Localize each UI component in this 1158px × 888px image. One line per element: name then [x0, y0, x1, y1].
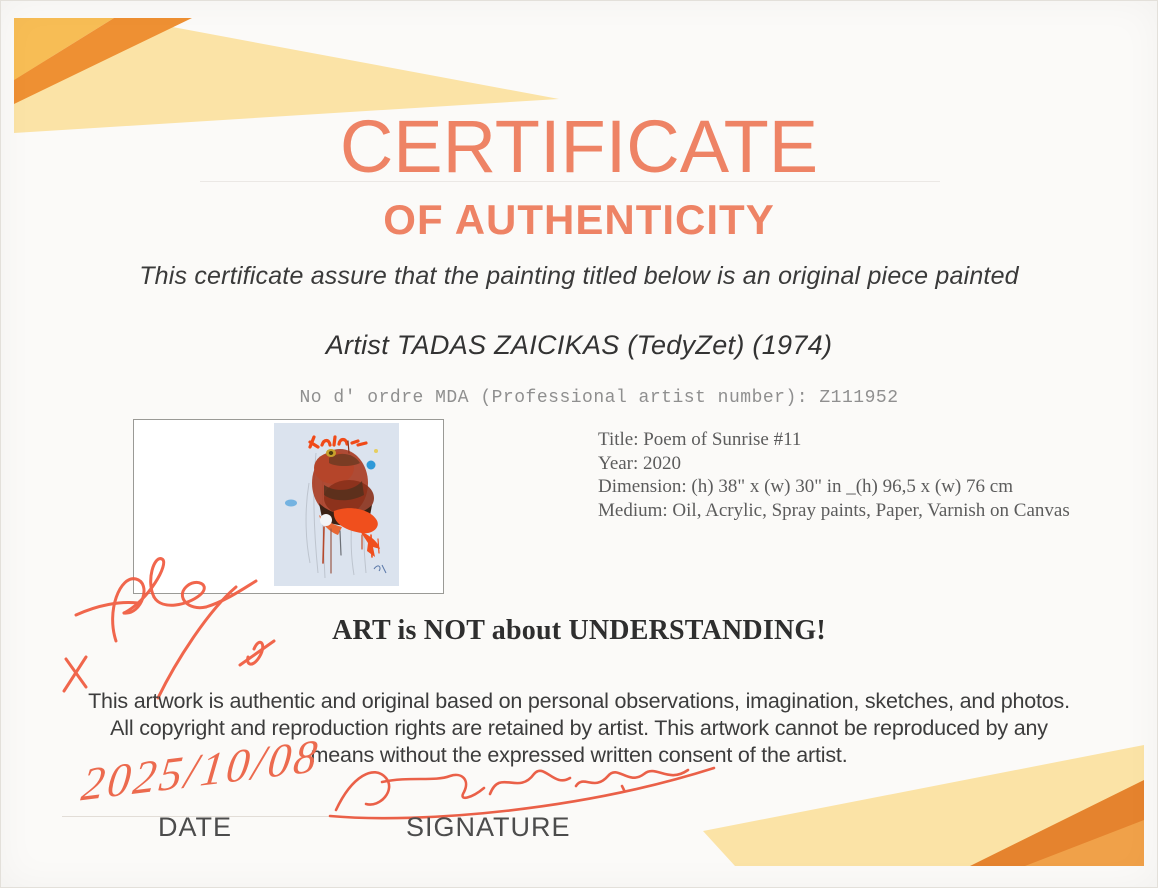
- statement-text: This certificate assure that the painting titled below is an original piece painted: [139, 262, 1019, 290]
- artwork-title: Title: Poem of Sunrise #11: [598, 429, 802, 450]
- certificate-title: CERTIFICATE: [339, 105, 819, 188]
- legal-text: This artwork is authentic and original based on personal observations, imagination, sketches, and photos. All copyright and reproduction rights are retained by artist. This artwork cannot be reproduced by any means without the expressed written consent of the artist.: [88, 689, 1070, 767]
- artwork-dimension: Dimension: (h) 38" x (w) 30" in _(h) 96,5 x (w) 76 cm: [598, 476, 1013, 497]
- slogan-text: ART is NOT about UNDERSTANDING!: [332, 615, 826, 646]
- artist-name-line: Artist TADAS ZAICIKAS (TedyZet) (1974): [325, 330, 833, 360]
- date-label: DATE: [158, 812, 233, 842]
- signature-label: SIGNATURE: [406, 812, 571, 842]
- artwork-details: [598, 428, 1070, 522]
- artwork-year: Year: 2020: [598, 452, 682, 474]
- artwork-medium: Medium: Oil, Acrylic, Spray paints, Paper, Varnish on Canvas: [598, 499, 1070, 521]
- divider-line: [200, 181, 940, 182]
- handwritten-date: 2025/10/08: [78, 729, 323, 811]
- certificate-subtitle: OF AUTHENTICITY: [383, 196, 775, 243]
- artist-registry-number: No d' ordre MDA (Professional artist number): Z111952: [299, 388, 899, 408]
